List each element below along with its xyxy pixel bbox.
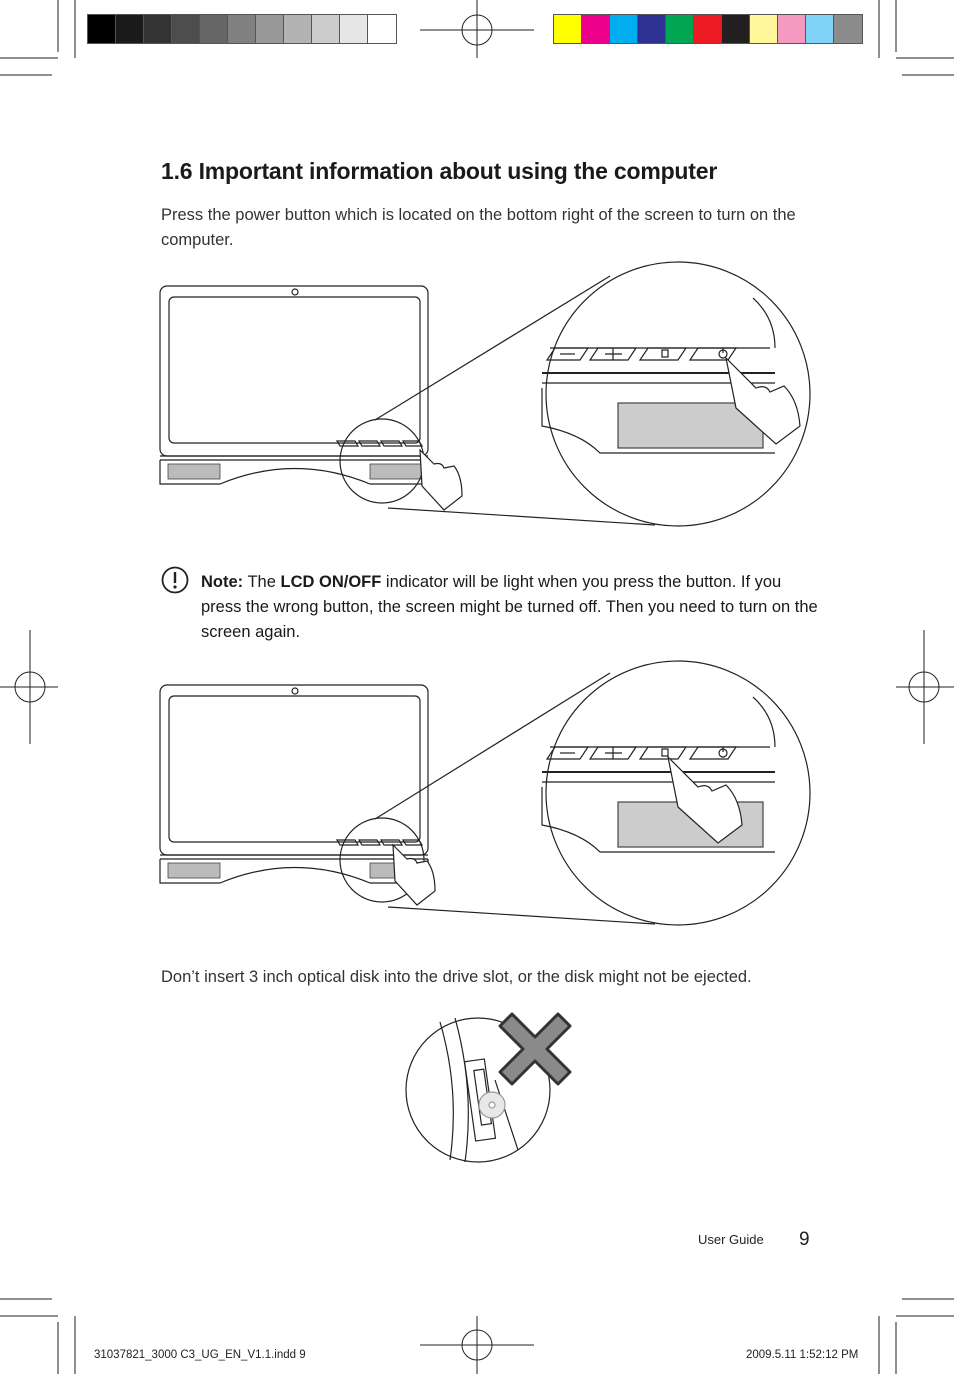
footer-label: User Guide: [698, 1232, 764, 1247]
power-button-figure: [150, 258, 830, 538]
process-swatch-5: [666, 15, 694, 43]
intro-paragraph: Press the power button which is located on the bottom right of the screen to turn on the computer.: [161, 206, 796, 249]
grayscale-swatch-3: [144, 15, 172, 43]
process-swatch-3: [610, 15, 638, 43]
section-title: 1.6 Important information about using the computer: [161, 158, 718, 184]
x-mark-icon: [500, 1014, 570, 1084]
grayscale-swatch-2: [116, 15, 144, 43]
slug-file: 31037821_3000 C3_UG_EN_V1.1.indd 9: [94, 1349, 306, 1361]
grayscale-swatch-10: [340, 15, 368, 43]
grayscale-swatch-9: [312, 15, 340, 43]
process-swatch-4: [638, 15, 666, 43]
slug-date: 2009.5.11 1:52:12 PM: [746, 1349, 859, 1361]
process-swatch-10: [806, 15, 834, 43]
process-color-bar: [553, 14, 863, 44]
note-label: Note:: [201, 573, 244, 591]
process-swatch-11: [834, 15, 862, 43]
grayscale-swatch-11: [368, 15, 396, 43]
process-swatch-7: [722, 15, 750, 43]
page-number: 9: [799, 1229, 810, 1250]
process-swatch-9: [778, 15, 806, 43]
grayscale-swatch-1: [88, 15, 116, 43]
note-highlight: LCD ON/OFF: [280, 573, 382, 591]
disk-warning-figure: [400, 1000, 575, 1170]
process-swatch-2: [582, 15, 610, 43]
process-swatch-6: [694, 15, 722, 43]
note-text-before: The: [247, 573, 276, 591]
process-swatch-1: [554, 15, 582, 43]
exclamation-circle-icon: [160, 565, 190, 595]
grayscale-swatch-7: [256, 15, 284, 43]
grayscale-swatch-4: [172, 15, 200, 43]
grayscale-color-bar: [87, 14, 397, 44]
note-text-after: indicator will be light when you press the button. If you press the wrong button, the screen might be turned off. Then you need to turn on the screen again.: [201, 573, 818, 641]
note-paragraph: [201, 570, 821, 645]
process-swatch-8: [750, 15, 778, 43]
grayscale-swatch-6: [228, 15, 256, 43]
lcd-button-figure: [150, 655, 830, 935]
disk-warning-text: Don’t insert 3 inch optical disk into the drive slot, or the disk might not be ejected.: [161, 968, 752, 986]
grayscale-swatch-8: [284, 15, 312, 43]
grayscale-swatch-5: [200, 15, 228, 43]
